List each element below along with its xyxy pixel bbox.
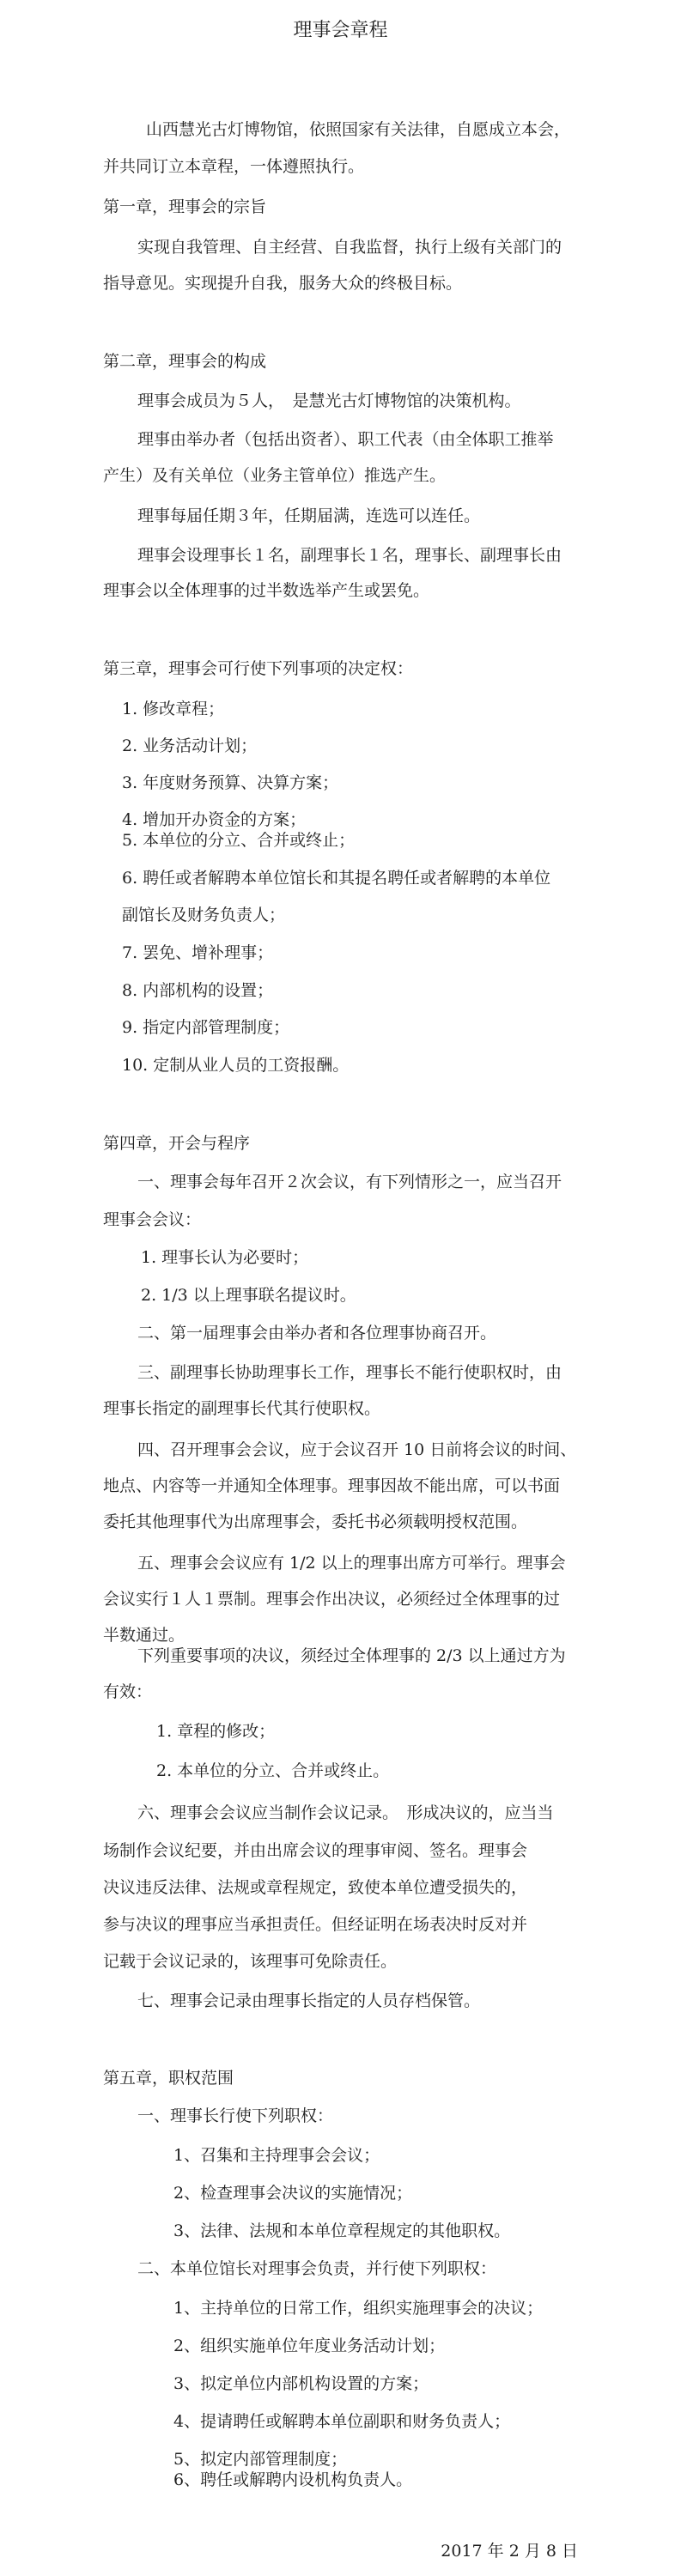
paragraph-line: 理事会设理事长１名，副理事长１名，理事长、副理事长由 [137, 546, 562, 565]
list-item: 2. 业务活动计划； [122, 736, 258, 755]
list-item: 3、法律、法规和本单位章程规定的其他职权。 [173, 2221, 511, 2240]
paragraph-line: 决议违反法律、法规或章程规定，致使本单位遭受损失的， [103, 1878, 528, 1897]
intro-line: 并共同订立本章程，一体遵照执行。 [103, 157, 365, 176]
paragraph-line: 理事长指定的副理事长代其行使职权。 [103, 1399, 381, 1418]
list-item: 2. 本单位的分立、合并或终止。 [156, 1761, 390, 1780]
paragraph-line: 三、副理事长协助理事长工作，理事长不能行使职权时，由 [137, 1363, 562, 1382]
list-item: 4、提请聘任或解聘本单位副职和财务负责人； [173, 2412, 511, 2431]
paragraph-line: 五、理事会会议应有 1/2 以上的理事出席方可举行。理事会 [137, 1554, 566, 1573]
list-item: 9. 指定内部管理制度； [122, 1018, 290, 1037]
paragraph-line: 理事每届任期３年，任期届满，连选可以连任。 [137, 506, 481, 525]
list-item: 8. 内部机构的设置； [122, 981, 274, 1000]
list-item: 7. 罢免、增补理事； [122, 943, 274, 962]
paragraph-line: 参与决议的理事应当承担责任。但经证明在场表决时反对并 [103, 1915, 528, 1934]
paragraph-line: 理事会会议： [103, 1210, 202, 1229]
paragraph-line: 指导意见。实现提升自我，服务大众的终极目标。 [103, 274, 463, 293]
list-item: 3、拟定单位内部机构设置的方案； [173, 2374, 429, 2393]
paragraph-line: 四、召开理事会会议，应于会议召开 10 日前将会议的时间、 [137, 1440, 577, 1459]
paragraph-line: 六、理事会会议应当制作会议记录。 形成决议的，应当当 [137, 1803, 554, 1822]
paragraph-line: 实现自我管理、自主经营、自我监督，执行上级有关部门的 [137, 238, 562, 257]
paragraph-line: 地点、内容等一并通知全体理事。理事因故不能出席，可以书面 [103, 1476, 561, 1495]
list-item: 5. 本单位的分立、合并或终止； [122, 831, 356, 850]
chapter-5-heading: 第五章，职权范围 [103, 2069, 234, 2088]
paragraph-line: 有效： [103, 1682, 153, 1701]
list-item: 10. 定制从业人员的工资报酬。 [122, 1056, 350, 1075]
paragraph-line: 理事会以全体理事的过半数选举产生或罢免。 [103, 581, 430, 600]
paragraph-line: 委托其他理事代为出席理事会，委托书必须载明授权范围。 [103, 1512, 528, 1531]
paragraph-line: 产生）及有关单位（业务主管单位）推选产生。 [103, 466, 447, 485]
document-date: 2017 年 2 月 8 日 [441, 2542, 578, 2561]
list-item: 1. 修改章程； [122, 700, 225, 718]
paragraph-line: 半数通过。 [103, 1626, 185, 1645]
list-item: 1. 章程的修改； [156, 1722, 276, 1741]
list-item: 2、检查理事会决议的实施情况； [173, 2184, 413, 2203]
paragraph-line: 一、理事长行使下列职权： [137, 2106, 334, 2125]
list-item: 6. 聘任或者解聘本单位馆长和其提名聘任或者解聘的本单位 [122, 869, 551, 888]
paragraph-line: 理事由举办者（包括出资者）、职工代表（由全体职工推举 [137, 430, 554, 449]
page-title: 理事会章程 [293, 20, 388, 41]
paragraph-line: 二、第一届理事会由举办者和各位理事协商召开。 [137, 1324, 497, 1343]
paragraph-line: 一、理事会每年召开２次会议，有下列情形之一，应当召开 [137, 1173, 562, 1191]
list-item: 2、组织实施单位年度业务活动计划； [173, 2337, 446, 2355]
chapter-4-heading: 第四章，开会与程序 [103, 1134, 251, 1153]
paragraph-line: 场制作会议纪要，并由出席会议的理事审阅、签名。理事会 [103, 1841, 528, 1860]
paragraph-line: 下列重要事项的决议，须经过全体理事的 2/3 以上通过方为 [137, 1646, 566, 1665]
chapter-2-heading: 第二章，理事会的构成 [103, 352, 267, 371]
chapter-1-heading: 第一章，理事会的宗旨 [103, 197, 267, 216]
paragraph-line: 会议实行１人１票制。理事会作出决议，必须经过全体理事的过 [103, 1590, 561, 1609]
list-item: 2. 1/3 以上理事联名提议时。 [141, 1286, 356, 1305]
chapter-3-heading: 第三章，理事会可行使下列事项的决定权： [103, 659, 414, 678]
paragraph-line: 七、理事会记录由理事长指定的人员存档保管。 [137, 1991, 481, 2010]
paragraph-line: 二、本单位馆长对理事会负责，并行使下列职权： [137, 2259, 497, 2278]
list-item: 1. 理事长认为必要时； [141, 1248, 309, 1267]
list-item: 1、主持单位的日常工作，组织实施理事会的决议； [173, 2299, 544, 2318]
list-item: 1、召集和主持理事会会议； [173, 2146, 380, 2165]
list-item: 副馆长及财务负责人； [122, 906, 286, 924]
list-item: 6、聘任或解聘内设机构负责人。 [173, 2470, 413, 2489]
intro-line: 山西慧光古灯博物馆，依照国家有关法律，自愿成立本会， [146, 120, 571, 139]
paragraph-line: 理事会成员为５人， 是慧光古灯博物馆的决策机构。 [137, 391, 521, 410]
list-item: 3. 年度财务预算、决算方案； [122, 773, 339, 792]
list-item: 4. 增加开办资金的方案； [122, 810, 307, 829]
paragraph-line: 记载于会议记录的，该理事可免除责任。 [103, 1952, 398, 1971]
list-item: 5、拟定内部管理制度； [173, 2450, 348, 2469]
